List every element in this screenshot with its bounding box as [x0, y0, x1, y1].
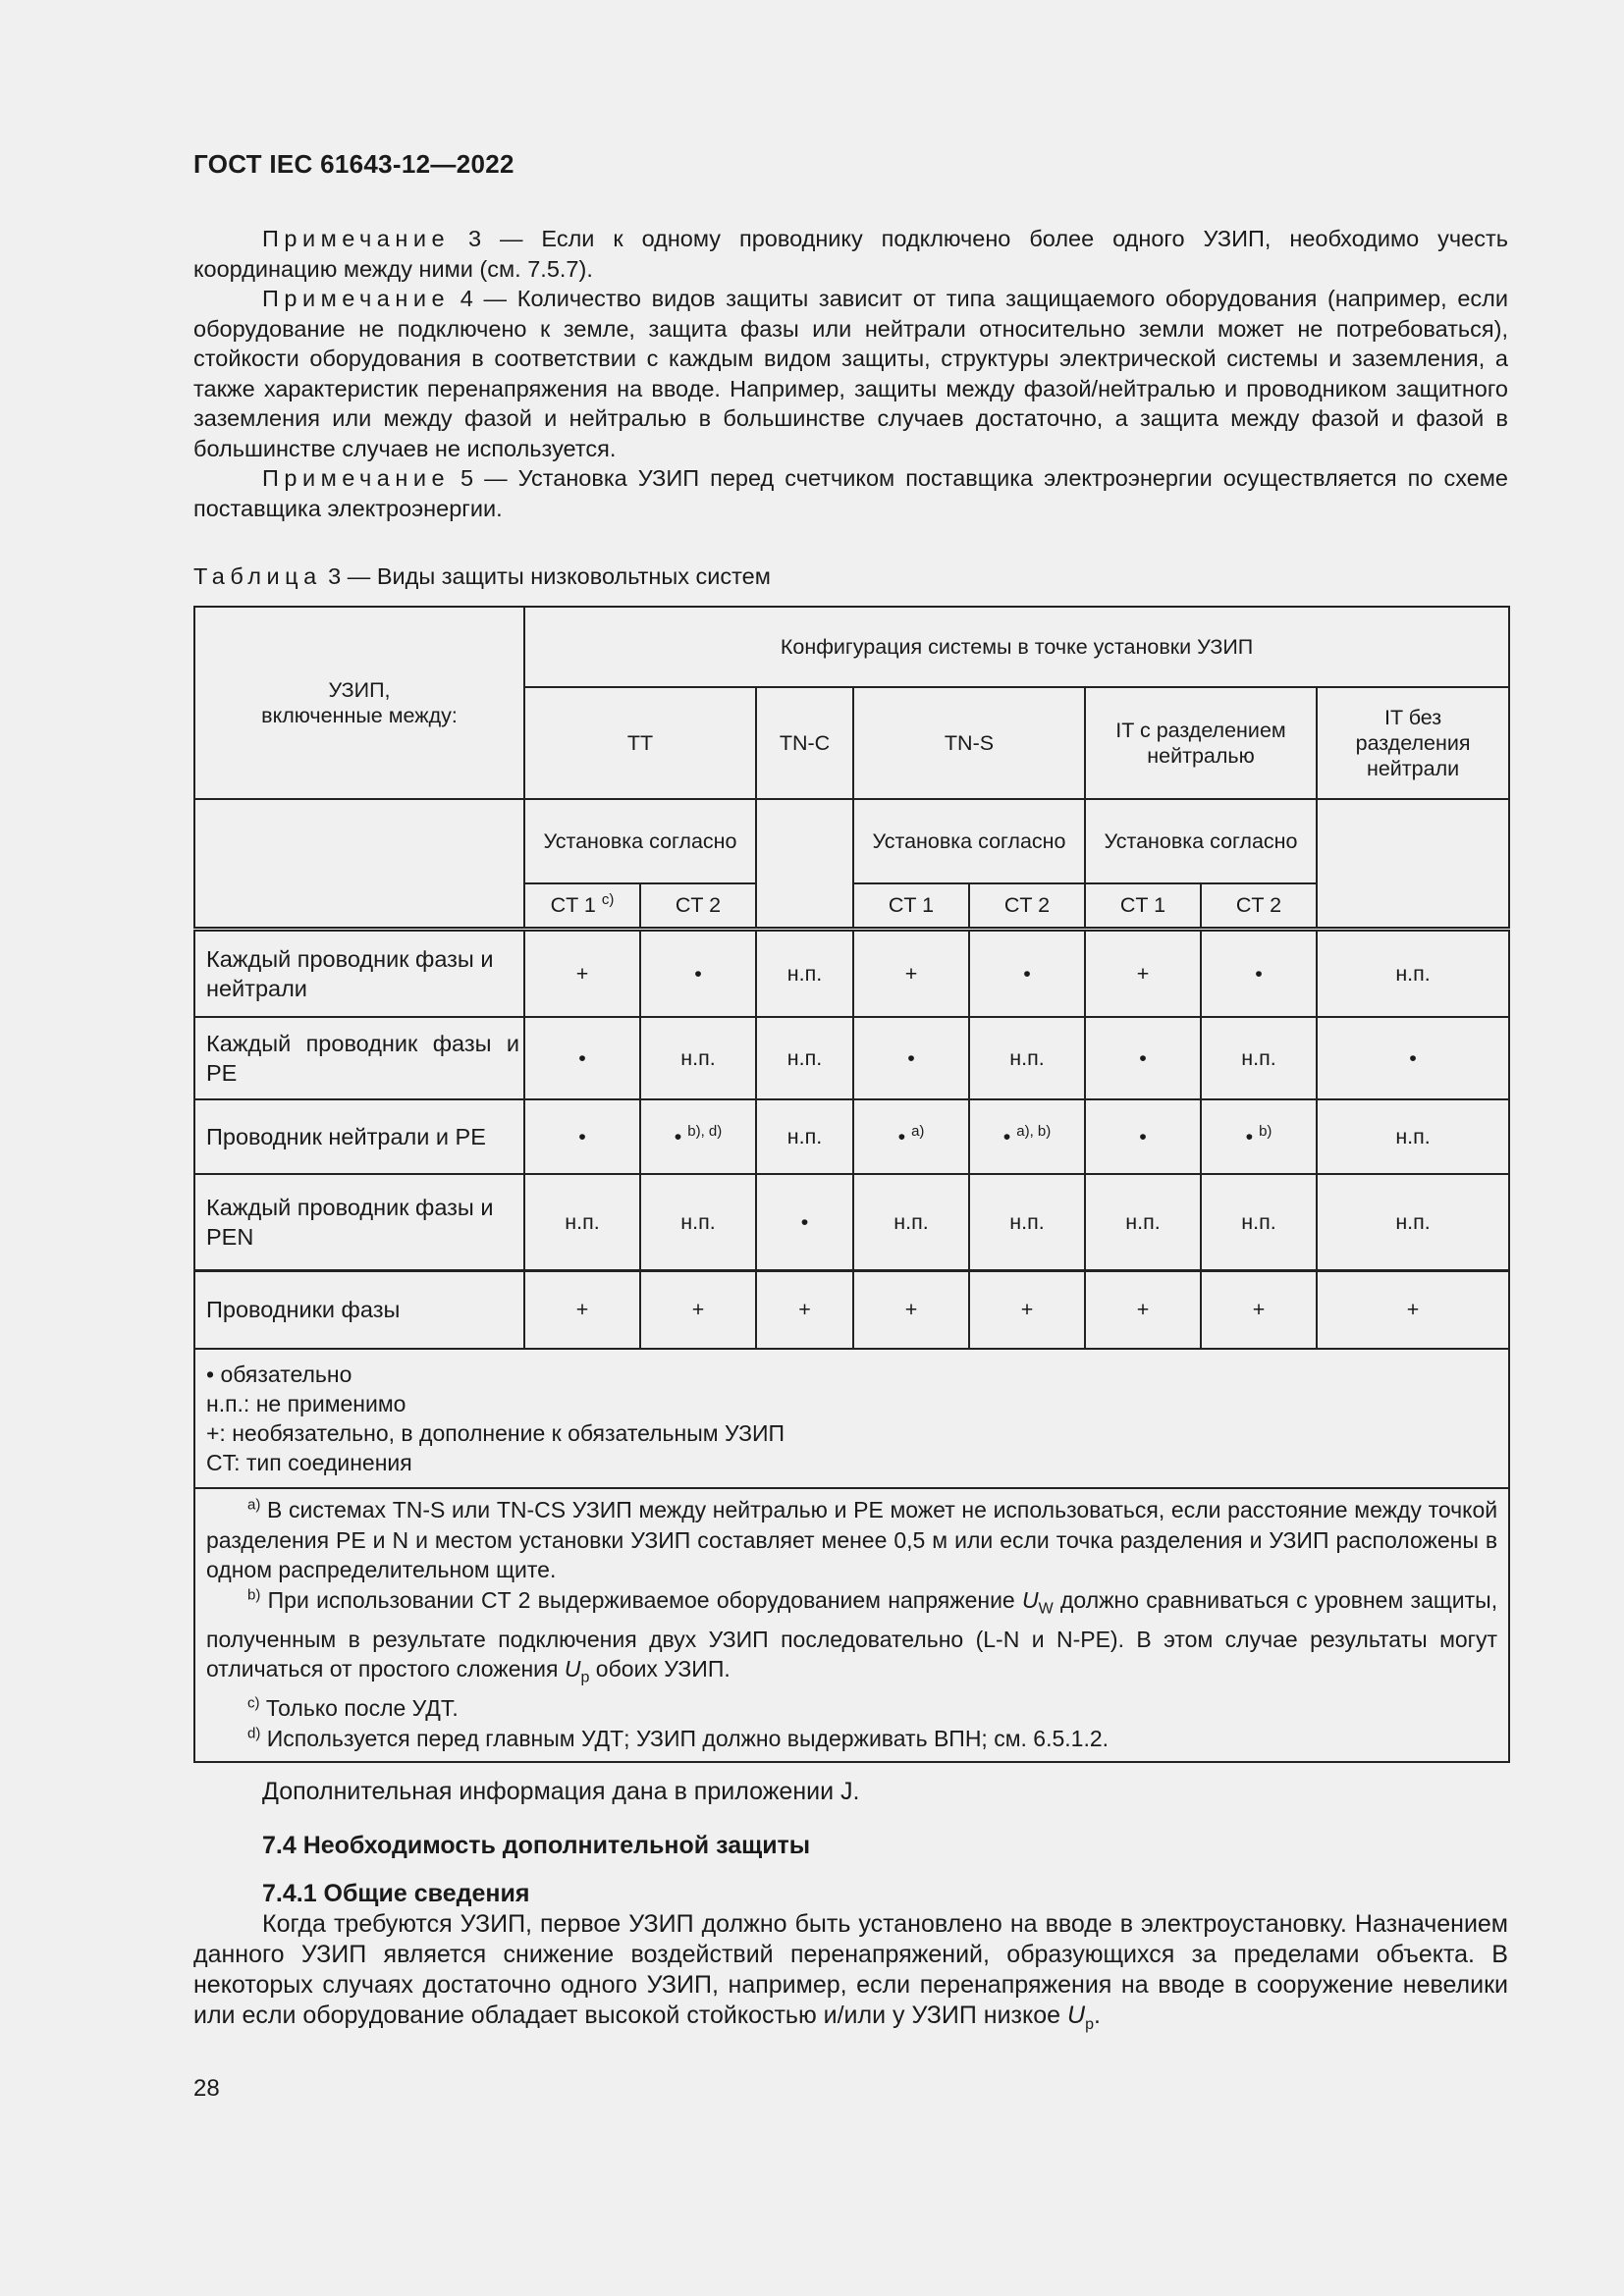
footnote-text: В системах TN-S или TN-CS УЗИП между нейтралью и PE может не использоваться, если расстояние между точкой разделения PE и N и местом установки УЗИП составляет менее 0,5 м или если точка разделения и УЗИП расположены в одном распределительном щите. [206, 1497, 1498, 1582]
note-label: Примечание [262, 286, 451, 311]
footnote-a [206, 1495, 1497, 1585]
header-it-nosep-l3: нейтрали [1366, 757, 1460, 780]
ct1-label: CT 1 [550, 893, 596, 918]
header-empty-it [1317, 799, 1509, 929]
cell-footnote-mark: a), b) [1016, 1122, 1052, 1140]
table-cell [1317, 1099, 1509, 1174]
footnote-text: обоих УЗИП. [589, 1656, 731, 1682]
table-cell: н.п. [640, 1017, 756, 1099]
footnote-text: Используется перед главным УДТ; УЗИП должно выдерживать ВПН; см. 6.5.1.2. [260, 1725, 1110, 1751]
header-it-sep-l1: IT с разделением [1115, 719, 1286, 742]
table-cell: н.п. [1085, 1174, 1201, 1270]
footnote-text: должно сравниваться с уровнем защиты, полученным в результате подключения двух УЗИП последовательно (L-N и N-PE). В этом случае результаты могут отличаться от простого сложения [206, 1586, 1498, 1682]
header-install-tns: Установка согласно [853, 799, 1085, 883]
paragraph-text: Когда требуются УЗИП, первое УЗИП должно быть установлено на вводе в электроустановку. Назначением данного УЗИП является снижение воздействий перенапряжений, образующихся за пределами объекта. В некоторых случаях достаточно одного УЗИП, например, если перенапряжения на вводе в сооружение невелики или если оборудование обладает высокой стойкостью и/или у УЗИП низкое [193, 1910, 1508, 2029]
table-cell: + [1317, 1270, 1509, 1349]
header-ct2: CT 2 [640, 883, 756, 929]
table-cell: н.п. [1201, 1017, 1317, 1099]
header-it-nosep [1317, 687, 1509, 799]
table-cell: н.п. [640, 1174, 756, 1270]
table-cell [756, 1099, 853, 1174]
header-empty-tnc [756, 799, 853, 929]
row-label: Каждый проводник фазы и PEN [194, 1174, 524, 1270]
header-uzip-line1: УЗИП, [328, 678, 391, 702]
table-cell: • [969, 929, 1085, 1017]
note-label: Примечание [262, 465, 451, 491]
table-caption-label: Таблица [193, 563, 322, 589]
header-tnc: TN-C [756, 687, 853, 799]
cell-footnote-mark: b), d) [687, 1122, 723, 1140]
cell-value: н.п. [786, 1125, 823, 1148]
footnote-c [206, 1693, 1497, 1724]
footnotes-row [194, 1488, 1509, 1762]
table-cell [969, 1099, 1085, 1174]
legend-row [194, 1349, 1509, 1488]
variable-u: U [1067, 2002, 1086, 2029]
footnote-mark: b) [247, 1585, 261, 1603]
header-it-nosep-l1: IT без [1384, 706, 1442, 729]
table-cell: + [524, 929, 640, 1017]
header-install-tt: Установка согласно [524, 799, 756, 883]
cell-value: н.п. [1395, 1125, 1431, 1148]
section-heading-7-4-1: 7.4.1 Общие сведения [262, 1880, 530, 1907]
table-cell [853, 1099, 969, 1174]
cell-value: • [1139, 1125, 1147, 1148]
header-ct1: CT 1 [853, 883, 969, 929]
note-text: — Установка УЗИП перед счетчиком поставщика электроэнергии осуществляется по схеме поставщика электроэнергии. [193, 465, 1508, 521]
table-caption-text: 3 — Виды защиты низковольтных систем [321, 563, 771, 589]
table-cell: + [1085, 929, 1201, 1017]
table-caption [193, 563, 771, 590]
note-number: 5 [450, 465, 474, 491]
table-row [194, 1099, 1509, 1174]
note-number: 4 [450, 286, 473, 311]
table-cell: • [1317, 1017, 1509, 1099]
variable-subscript: W [1038, 1600, 1054, 1618]
table-cell: • [1201, 929, 1317, 1017]
header-ct1 [524, 883, 640, 929]
table-cell: + [524, 1270, 640, 1349]
table-cell: + [969, 1270, 1085, 1349]
table-cell: • [524, 1017, 640, 1099]
note-label: Примечание [262, 226, 451, 251]
table-cell: + [640, 1270, 756, 1349]
table-cell: н.п. [969, 1017, 1085, 1099]
footnote-text: Только после УДТ. [259, 1695, 459, 1722]
header-row-3 [194, 799, 1509, 883]
row-label: Каждый проводник фазы и нейтрали [194, 929, 524, 1017]
note-4 [193, 284, 1508, 463]
table-row [194, 929, 1509, 1017]
header-install-it: Установка согласно [1085, 799, 1317, 883]
header-it-sep-l2: нейтралью [1147, 744, 1255, 768]
header-config: Конфигурация системы в точке установки УЗИП [524, 607, 1509, 687]
legend-item: +: необязательно, в дополнение к обязательным УЗИП [206, 1420, 785, 1446]
note-3 [193, 224, 1508, 284]
table-cell: н.п. [853, 1174, 969, 1270]
table-row [194, 1017, 1509, 1099]
header-ct2: CT 2 [1201, 883, 1317, 929]
cell-value: • [578, 1125, 586, 1148]
table-cell: + [853, 929, 969, 1017]
cell-footnote-mark: a) [911, 1122, 925, 1140]
legend-item: CT: тип соединения [206, 1450, 412, 1475]
row-label: Каждый проводник фазы и PE [194, 1017, 524, 1099]
table-legend [194, 1349, 1509, 1488]
table-cell: н.п. [1317, 929, 1509, 1017]
cell-value: • [897, 1125, 906, 1148]
section-heading-7-4: 7.4 Необходимость дополнительной защиты [262, 1832, 811, 1859]
legend-item: • обязательно [206, 1362, 352, 1387]
footnote-b [206, 1585, 1497, 1694]
table-cell: • [1085, 1017, 1201, 1099]
variable-subscript: p [1085, 2016, 1094, 2033]
table-cell: + [756, 1270, 853, 1349]
notes-block [193, 224, 1508, 523]
table-cell [640, 1099, 756, 1174]
footnote-d [206, 1724, 1497, 1754]
table-cell: + [1201, 1270, 1317, 1349]
paragraph [193, 1909, 1508, 2040]
footnote-mark: d) [247, 1725, 261, 1742]
note-number: 3 [450, 226, 482, 251]
legend-item: н.п.: не применимо [206, 1391, 406, 1416]
table-cell: н.п. [1201, 1174, 1317, 1270]
table-cell [1201, 1099, 1317, 1174]
table-cell: • [640, 929, 756, 1017]
table-cell [524, 1099, 640, 1174]
cell-value: • [1245, 1125, 1254, 1148]
header-empty [194, 799, 524, 929]
table-cell: н.п. [756, 1017, 853, 1099]
body-text [193, 1777, 1508, 2040]
table-cell: • [853, 1017, 969, 1099]
footnote-mark: a) [247, 1496, 261, 1514]
table-cell: + [1085, 1270, 1201, 1349]
variable-u: U [564, 1656, 581, 1682]
paragraph-end: . [1093, 2002, 1101, 2029]
header-tns: TN-S [853, 687, 1085, 799]
table-cell: н.п. [524, 1174, 640, 1270]
table-cell: + [853, 1270, 969, 1349]
cell-footnote-mark: b) [1259, 1122, 1272, 1140]
variable-subscript: p [580, 1669, 590, 1686]
header-uzip [194, 607, 524, 799]
header-it-nosep-l2: разделения [1355, 731, 1471, 755]
header-ct1: CT 1 [1085, 883, 1201, 929]
note-text: — Если к одному проводнику подключено более одного УЗИП, необходимо учесть координацию между ними (см. 7.5.7). [193, 226, 1508, 282]
cell-value: • [1002, 1125, 1011, 1148]
row-label: Проводники фазы [194, 1270, 524, 1349]
header-it-sep [1085, 687, 1317, 799]
protection-table [193, 606, 1510, 1763]
variable-u: U [1022, 1586, 1039, 1613]
row-label: Проводник нейтрали и PE [194, 1099, 524, 1174]
table-cell: н.п. [969, 1174, 1085, 1270]
header-ct2: CT 2 [969, 883, 1085, 929]
page-number: 28 [193, 2075, 220, 2102]
table-footnotes [194, 1488, 1509, 1762]
note-5 [193, 463, 1508, 523]
footnote-text: При использовании CT 2 выдерживаемое оборудованием напряжение [260, 1586, 1022, 1613]
ct1-footnote-mark: c) [601, 891, 615, 909]
table-cell: • [756, 1174, 853, 1270]
cell-value: • [674, 1125, 682, 1148]
header-tt: TT [524, 687, 756, 799]
table-cell: н.п. [1317, 1174, 1509, 1270]
header-row-1 [194, 607, 1509, 687]
table-row [194, 1174, 1509, 1270]
note-text: — Количество видов защиты зависит от типа защищаемого оборудования (например, если оборудование не подключено к земле, защита фазы или нейтрали относительно земли может не потребоваться), стойкости оборудования в соответствии с каждым видом защиты, структуры электрической системы и заземления, а также характеристик перенапряжения на вводе. Например, защиты между фазой/нейтралью и проводником защитного заземления или между фазой и нейтралью в большинстве случаев достаточно, а защита между фазой и фазой в большинстве случаев не используется. [193, 286, 1508, 461]
footnote-mark: c) [247, 1694, 260, 1712]
table-cell: н.п. [756, 929, 853, 1017]
table-row [194, 1270, 1509, 1349]
header-uzip-line2: включенные между: [261, 704, 458, 727]
extra-info: Дополнительная информация дана в приложении J. [262, 1778, 860, 1805]
table-cell [1085, 1099, 1201, 1174]
document-header: ГОСТ IEC 61643-12—2022 [193, 149, 514, 179]
